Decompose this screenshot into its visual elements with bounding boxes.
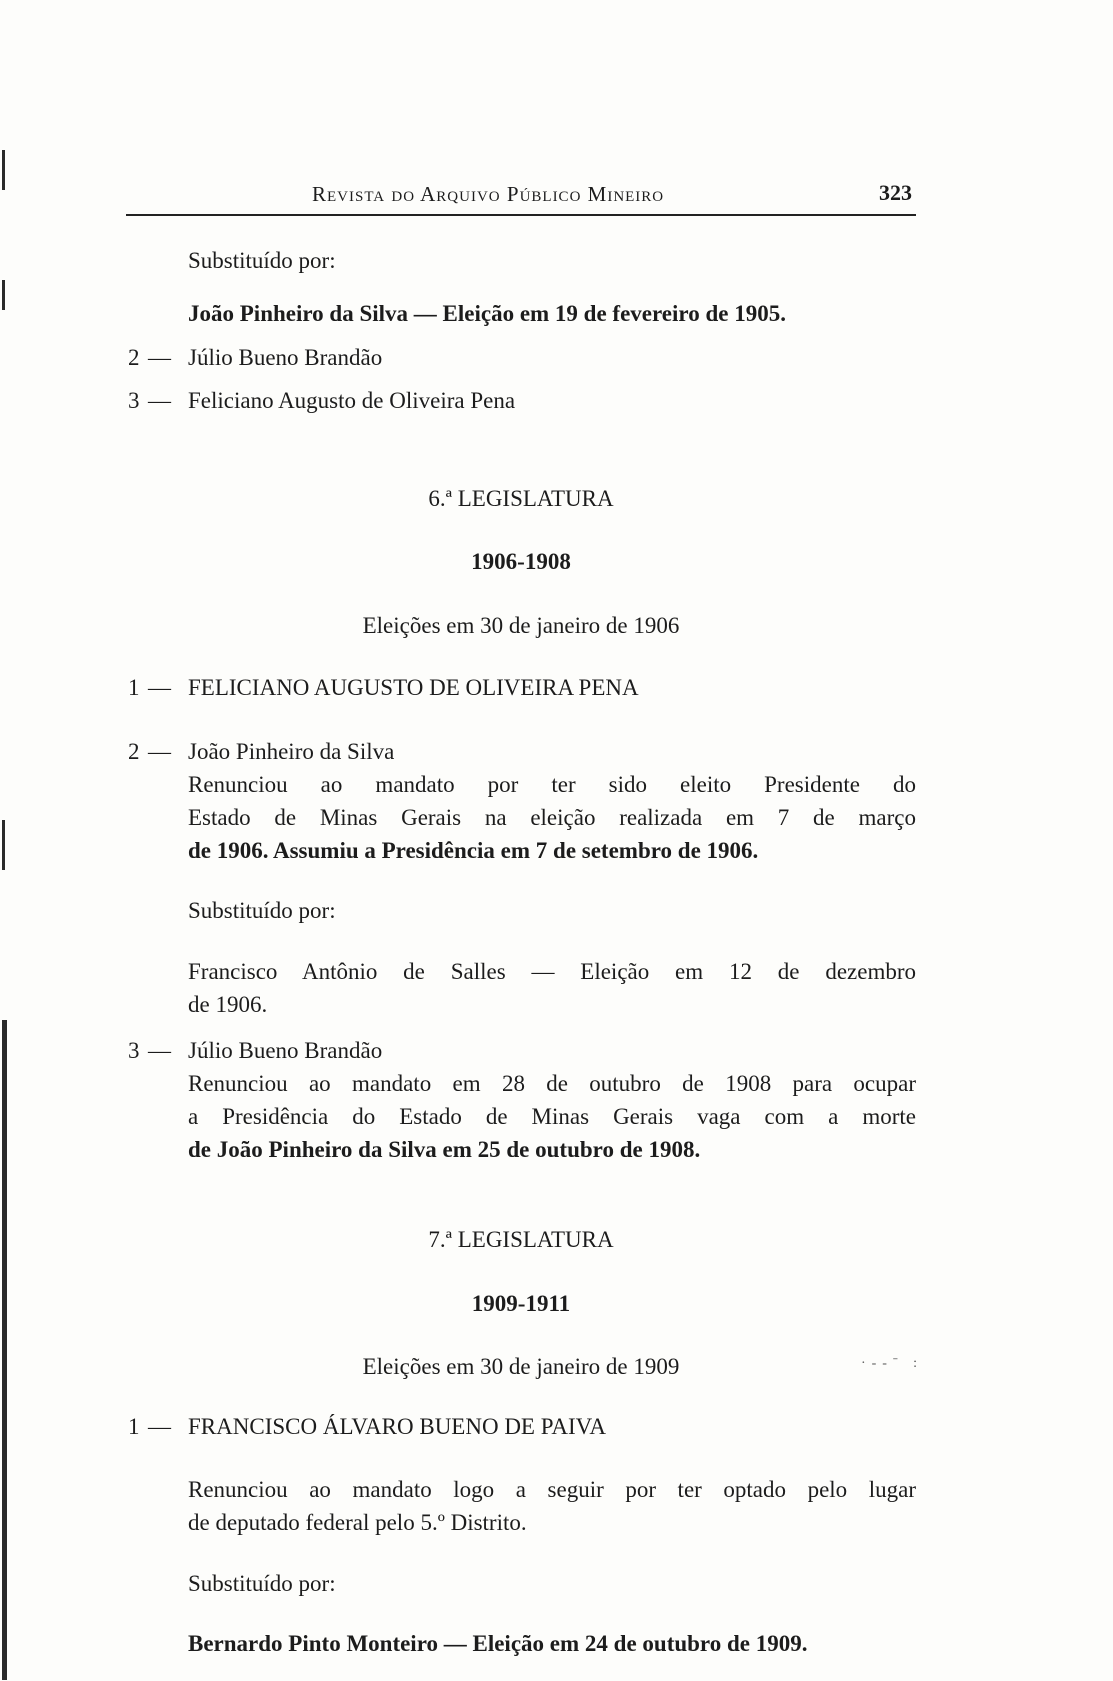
item-number: 3 [128, 388, 140, 413]
note-line: Renunciou ao mandato logo a seguir por ter optado pelo lugar [188, 1477, 916, 1502]
member-name: Júlio Bueno Brandão [188, 1038, 383, 1063]
item-dash: — [148, 1038, 171, 1063]
legislature-title: 7.ª LEGISLATURA [428, 1227, 614, 1252]
legislature-title: 6.ª LEGISLATURA [428, 486, 614, 511]
substitute-entry: de 1906. [188, 992, 268, 1017]
member-name: Júlio Bueno Brandão [188, 345, 383, 370]
legislature-years: 1909-1911 [471, 1291, 571, 1316]
election-date: Eleições em 30 de janeiro de 1906 [362, 613, 680, 638]
substituted-label: Substituído por: [188, 898, 336, 923]
member-name: FELICIANO AUGUSTO DE OLIVEIRA PENA [188, 675, 639, 700]
member-name: FRANCISCO ÁLVARO BUENO DE PAIVA [188, 1414, 606, 1439]
substituted-label: Substituído por: [188, 1571, 336, 1596]
journal-title: Revista do Arquivo Público Mineiro [312, 182, 665, 206]
item-number: 3 [128, 1038, 140, 1063]
item-dash: — [148, 739, 171, 764]
page-number: 323 [879, 180, 912, 205]
item-number: 1 [128, 1414, 140, 1439]
note-line: Renunciou ao mandato em 28 de outubro de 1908 para ocupar [188, 1071, 916, 1096]
legislature-years: 1906-1908 [471, 549, 571, 574]
note-line: de João Pinheiro da Silva em 25 de outubro de 1908. [188, 1137, 701, 1162]
substitute-entry: João Pinheiro da Silva — Eleição em 19 de fevereiro de 1905. [188, 301, 786, 326]
scan-specks: ·‐‐ˉ : [860, 1356, 923, 1371]
election-date: Eleições em 30 de janeiro de 1909 [362, 1354, 680, 1379]
note-line: Estado de Minas Gerais na eleição realizada em 7 de março [188, 805, 916, 830]
note-line: a Presidência do Estado de Minas Gerais vaga com a morte [188, 1104, 916, 1129]
member-name: João Pinheiro da Silva [188, 739, 395, 764]
substitute-entry: Bernardo Pinto Monteiro — Eleição em 24 de outubro de 1909. [188, 1631, 808, 1656]
running-header [126, 180, 916, 216]
substituted-label: Substituído por: [188, 248, 336, 273]
substitute-entry: Francisco Antônio de Salles — Eleição em 12 de dezembro [188, 959, 916, 984]
note-line: de deputado federal pelo 5.º Distrito. [188, 1510, 527, 1535]
item-number: 2 [128, 739, 140, 764]
item-number: 2 [128, 345, 140, 370]
item-dash: — [148, 345, 171, 370]
item-dash: — [148, 675, 171, 700]
note-line: de 1906. Assumiu a Presidência em 7 de setembro de 1906. [188, 838, 759, 863]
member-name: Feliciano Augusto de Oliveira Pena [188, 388, 516, 413]
item-dash: — [148, 1414, 171, 1439]
item-number: 1 [128, 675, 140, 700]
note-line: Renunciou ao mandato por ter sido eleito Presidente do [188, 772, 916, 797]
item-dash: — [148, 388, 171, 413]
